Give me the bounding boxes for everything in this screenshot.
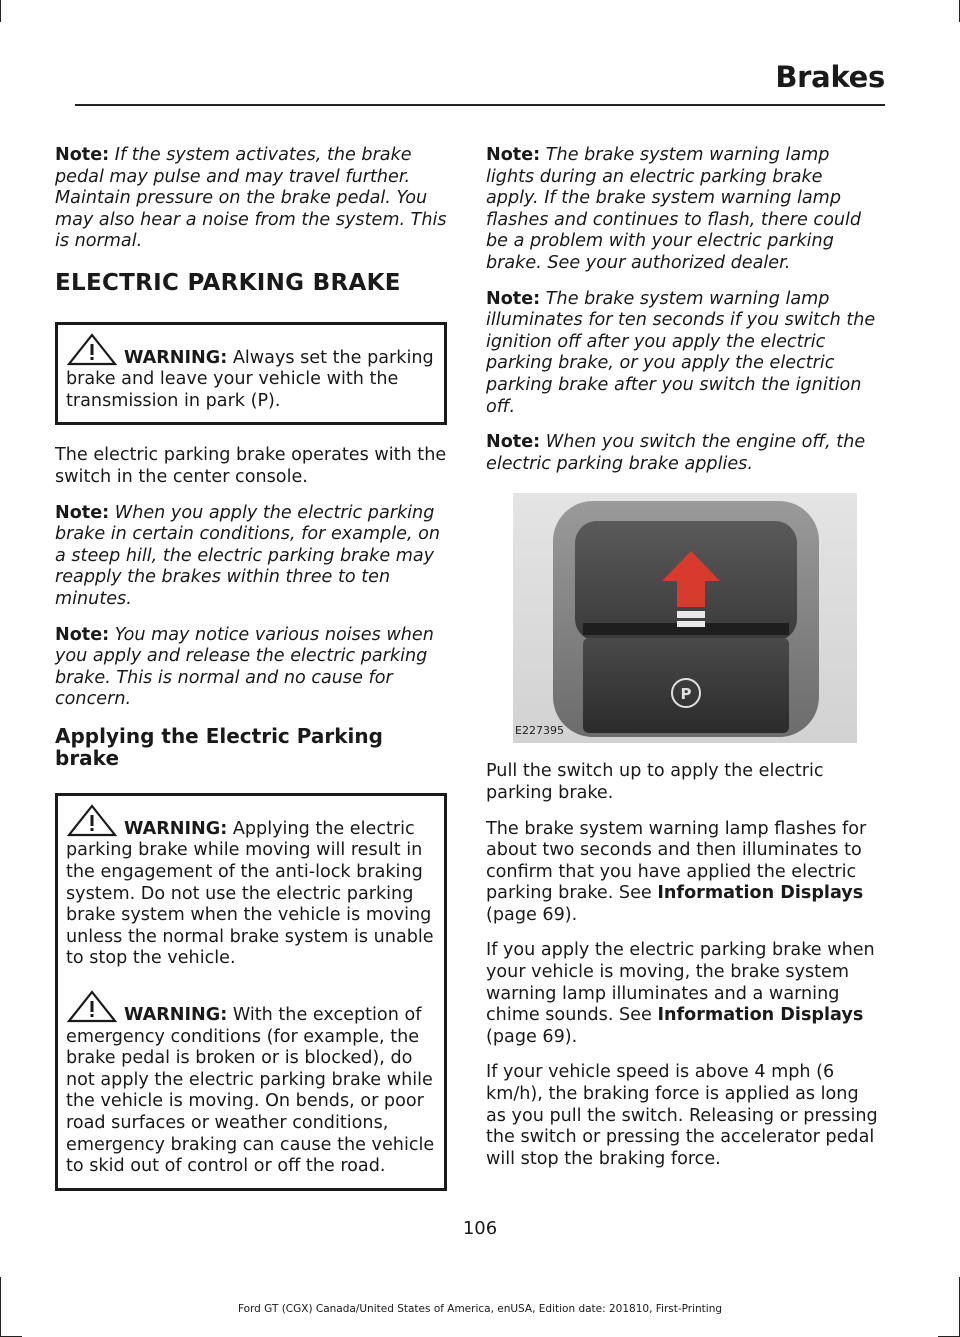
warning-label: WARNING:: [124, 347, 228, 368]
body-text: (page 69).: [486, 1026, 578, 1047]
body-text: If you apply the electric parking brake when your vehicle is moving, the brake system warning lamp illuminates and a warning chime sounds. See: [486, 940, 875, 1026]
note-label: Note:: [486, 145, 541, 165]
note-warning-lamp: [486, 145, 878, 275]
warning-text: Applying the electric parking brake while moving will result in the engagement of the anti-lock braking system. Do not use the electric parking brake system when the vehicle is moving unless the normal brake system is unable to stop the vehicle.: [66, 818, 434, 969]
figure-code: E227395: [515, 723, 564, 737]
warning-label: WARNING:: [124, 1005, 228, 1026]
left-column: [55, 145, 447, 1211]
subheading-applying: Applying the Electric Parking brake: [55, 723, 383, 770]
note-text: When you switch the engine off, the electric parking brake applies.: [486, 432, 866, 474]
body-lamp-flashes: [486, 819, 878, 927]
header-rule: [75, 104, 885, 106]
xref-information-displays[interactable]: Information Displays: [657, 883, 864, 904]
warning-box-moving: [55, 793, 447, 1191]
footer-edition: Ford GT (CGX) Canada/United States of America, enUSA, Edition date: 201810, First-Printing: [237, 1303, 723, 1315]
note-ten-seconds: [486, 289, 878, 419]
right-column: [486, 145, 878, 1184]
parking-brake-switch-illustration: [513, 493, 857, 743]
note-label: Note:: [55, 502, 110, 523]
page-title: Brakes: [775, 60, 885, 94]
warning-triangle-icon: [66, 804, 118, 838]
note-label: Note:: [55, 145, 110, 165]
note-system-activates: [55, 145, 447, 253]
crop-mark-top-left: [0, 0, 1, 22]
note-engine-off: [486, 432, 878, 475]
note-label: Note:: [486, 432, 541, 453]
section-heading: ELECTRIC PARKING BRAKE: [55, 269, 401, 296]
note-text: When you apply the electric parking brake in certain conditions, for example, on a steep hill, the electric parking brake may reapply the brakes within three to ten minutes.: [55, 502, 441, 609]
parking-symbol: P: [680, 685, 692, 704]
warning-box-park: [55, 322, 447, 426]
warning-triangle-icon: [66, 333, 118, 367]
body-pull-switch: Pull the switch up to apply the electric parking brake.: [486, 761, 824, 803]
note-steep-hill: [55, 503, 447, 611]
note-label: Note:: [55, 624, 110, 645]
warning-text: With the exception of emergency conditions (for example, the brake pedal is broken or is blocked), do not apply the electric parking brake while the vehicle is moving. On bends, or poor road surfaces or weather conditions, emergency braking can cause the vehicle to skid out of control or off the road.: [66, 1005, 435, 1177]
body-text: The brake system warning lamp flashes for about two seconds and then illuminates to confirm that you have applied the electric parking brake. See: [486, 818, 867, 904]
body-speed-above: If your vehicle speed is above 4 mph (6 km/h), the braking force is applied as long as you pull the switch. Releasing or pressing the switch or pressing the accelerator pedal will stop the braking force.: [486, 1062, 878, 1169]
warning-label: WARNING:: [124, 818, 228, 839]
note-noises: [55, 625, 447, 711]
body-operates: The electric parking brake operates with the switch in the center console.: [55, 445, 447, 487]
note-text: You may notice various noises when you apply and release the electric parking brake. This is normal and no cause for concern.: [55, 624, 434, 710]
note-label: Note:: [486, 288, 541, 309]
note-text: The brake system warning lamp lights during an electric parking brake apply. If the brake system warning lamp flashes and continues to flash, there could be a problem with your electric parking brake. See your authorized dealer.: [486, 145, 862, 273]
body-text: (page 69).: [486, 904, 578, 925]
parking-brake-switch-figure: [513, 493, 857, 743]
xref-information-displays[interactable]: Information Displays: [657, 1005, 864, 1026]
page-number: 106: [462, 1218, 498, 1239]
warning-triangle-icon: [66, 990, 118, 1024]
note-text: If the system activates, the brake pedal may pulse and may travel further. Maintain pressure on the brake pedal. You may also hear a noise from the system. This is normal.: [55, 145, 447, 252]
note-text: The brake system warning lamp illuminates for ten seconds if you switch the ignition off after you apply the electric parking brake, or you apply the electric parking brake after you switch the ignition off.: [486, 288, 876, 417]
body-moving-chime: [486, 940, 878, 1048]
warning-text: Always set the parking brake and leave your vehicle with the transmission in park (P).: [66, 347, 434, 411]
